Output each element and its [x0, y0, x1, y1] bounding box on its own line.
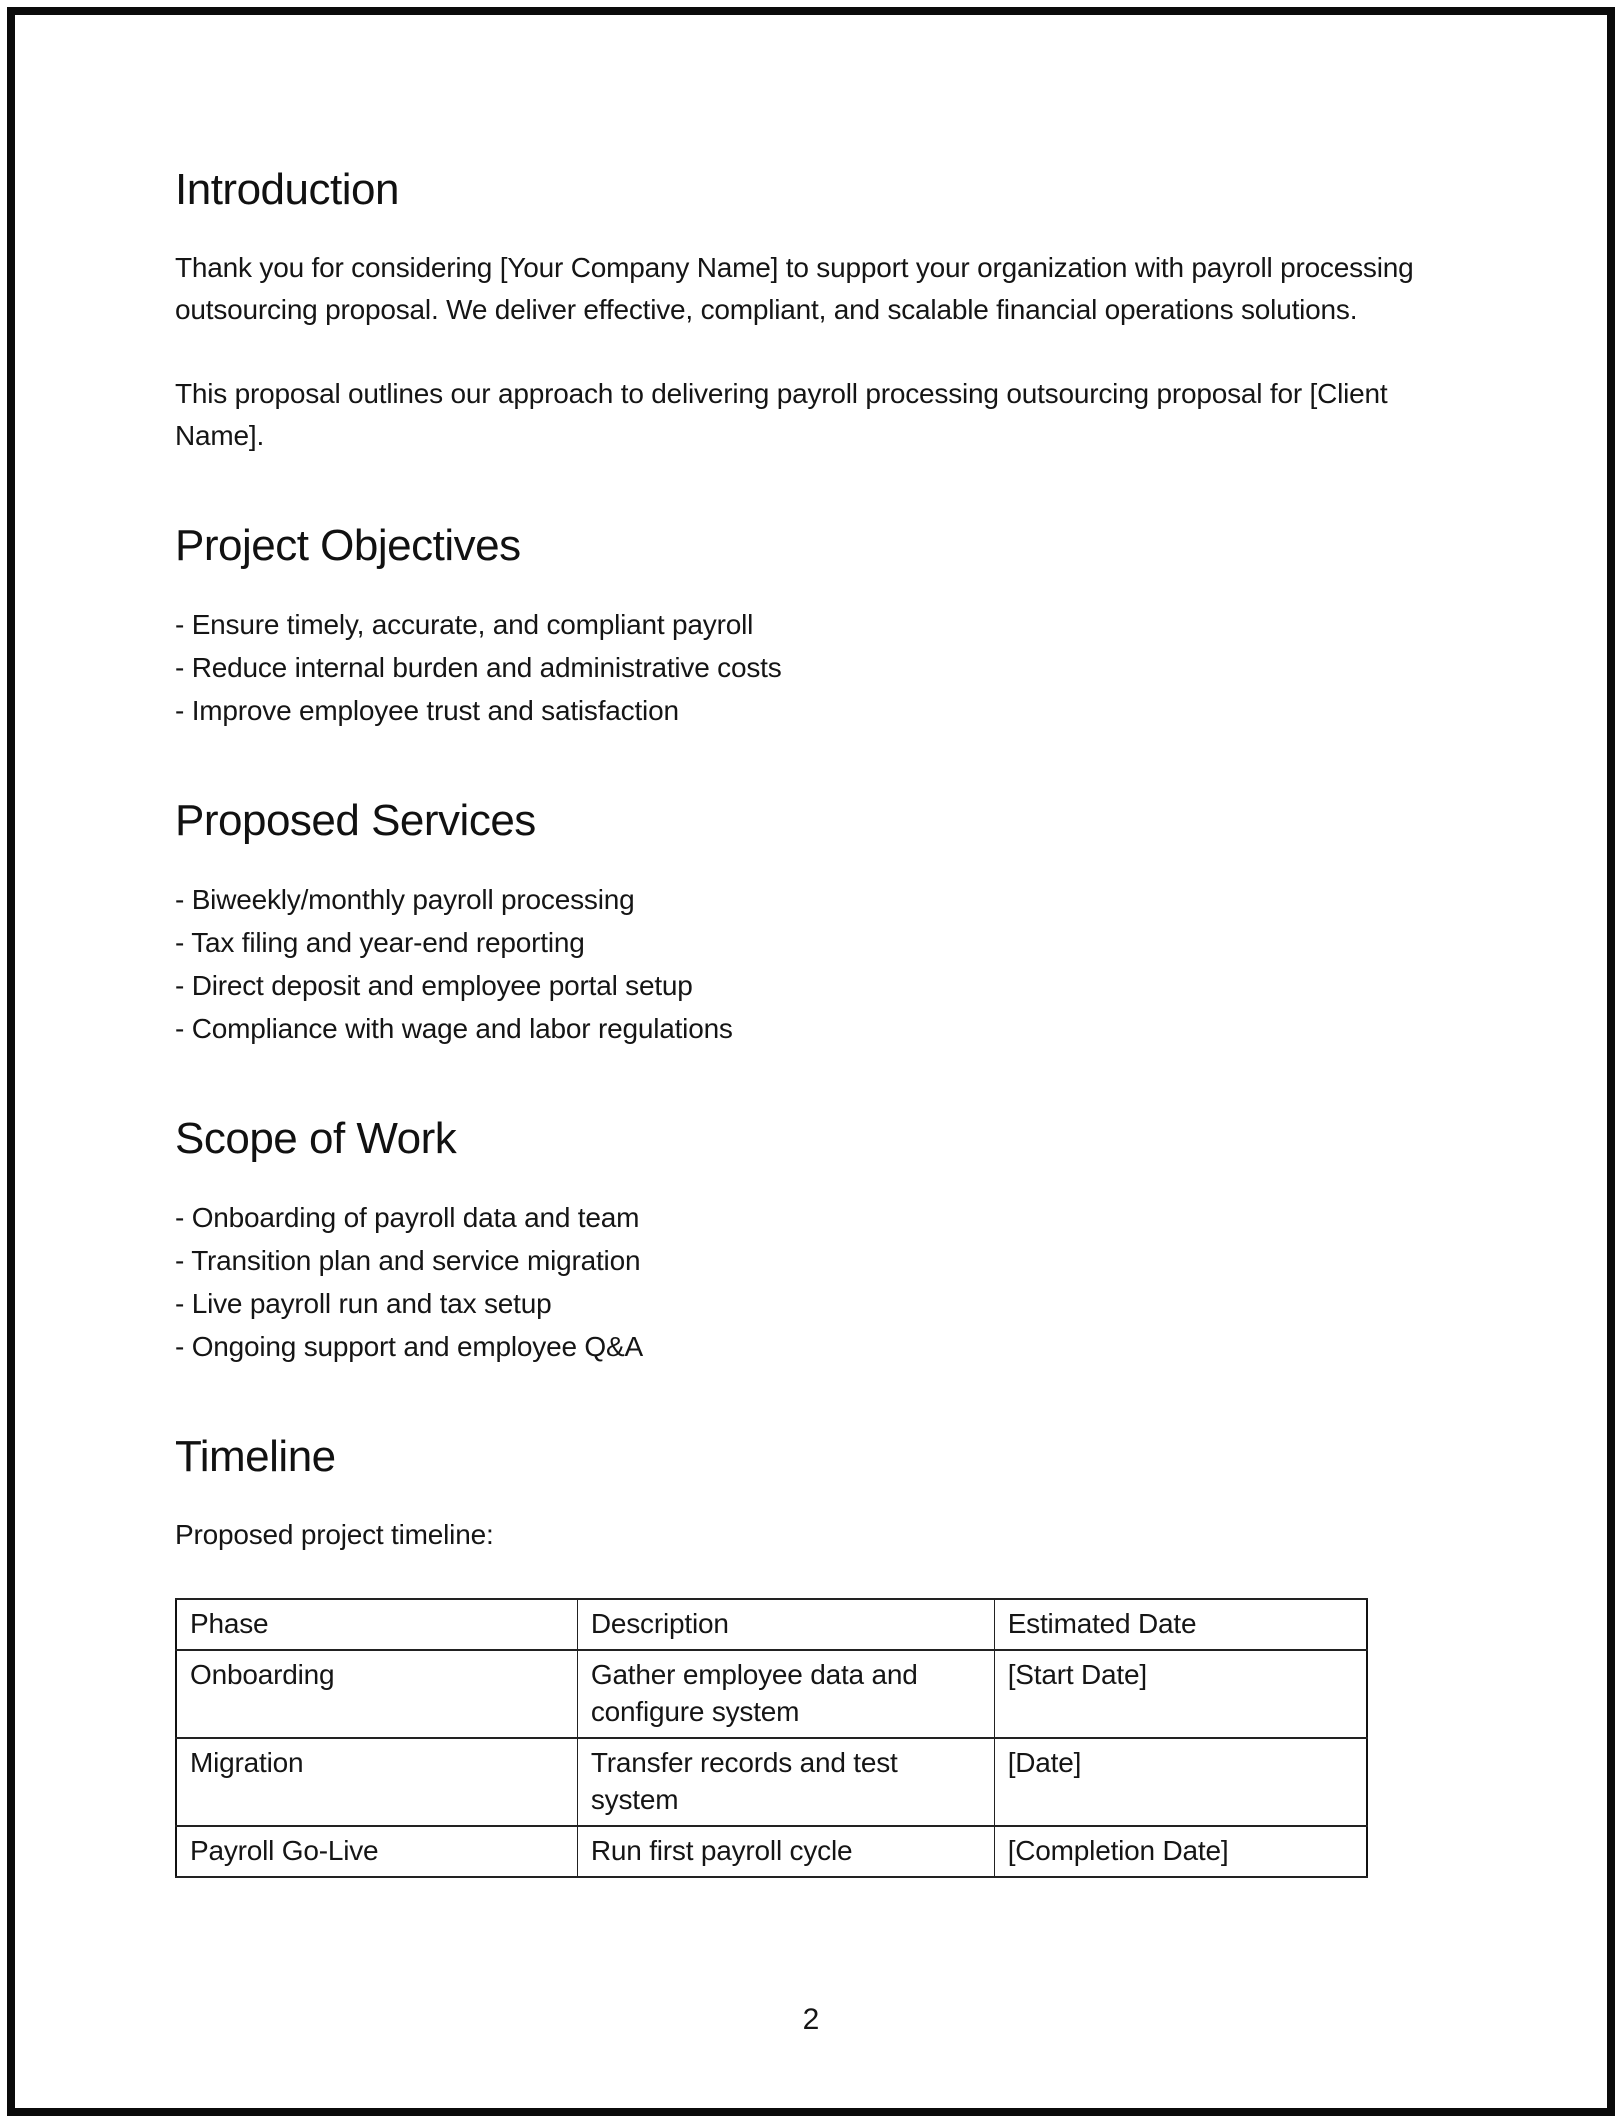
table-cell-description: Gather employee data and configure system: [577, 1650, 994, 1738]
table-header-phase: Phase: [176, 1599, 577, 1650]
list-item: - Onboarding of payroll data and team: [175, 1202, 640, 1233]
heading-timeline: Timeline: [175, 1432, 336, 1481]
intro-paragraph-1: Thank you for considering [Your Company Name] to support your organization with payroll processing outsourcing proposal. We deliver effective, compliant, and scalable financial operations solutions.: [175, 252, 1414, 325]
timeline-intro-paragraph: Proposed project timeline:: [175, 1519, 494, 1550]
list-item: - Biweekly/monthly payroll processing: [175, 884, 635, 915]
page-content: [15, 15, 1607, 2108]
table-row: [176, 1650, 1367, 1738]
list-item: - Improve employee trust and satisfaction: [175, 695, 679, 726]
table-cell-phase: Payroll Go-Live: [176, 1826, 577, 1877]
timeline-table: [175, 1598, 1368, 1878]
table-cell-date: [Start Date]: [994, 1650, 1367, 1738]
scope-of-work-list: [175, 1196, 1457, 1368]
list-item: - Ongoing support and employee Q&A: [175, 1331, 643, 1362]
list-item: - Ensure timely, accurate, and compliant payroll: [175, 609, 754, 640]
table-cell-phase: Migration: [176, 1738, 577, 1826]
list-item: - Reduce internal burden and administrative costs: [175, 652, 782, 683]
heading-introduction: Introduction: [175, 165, 399, 214]
list-item: - Tax filing and year-end reporting: [175, 927, 585, 958]
project-objectives-list: [175, 603, 1457, 732]
page-number: 2: [802, 2003, 820, 2036]
table-row: [176, 1738, 1367, 1826]
list-item: - Direct deposit and employee portal setup: [175, 970, 693, 1001]
list-item: - Compliance with wage and labor regulations: [175, 1013, 733, 1044]
table-cell-date: [Date]: [994, 1738, 1367, 1826]
proposed-services-list: [175, 878, 1457, 1050]
table-cell-description: Run first payroll cycle: [577, 1826, 994, 1877]
table-cell-description: Transfer records and test system: [577, 1738, 994, 1826]
heading-scope-of-work: Scope of Work: [175, 1114, 457, 1163]
heading-project-objectives: Project Objectives: [175, 521, 521, 570]
intro-paragraph-2: This proposal outlines our approach to delivering payroll processing outsourcing proposal for [Client Name].: [175, 378, 1388, 451]
list-item: - Live payroll run and tax setup: [175, 1288, 552, 1319]
table-header-row: [176, 1599, 1367, 1650]
table-cell-phase: Onboarding: [176, 1650, 577, 1738]
table-cell-date: [Completion Date]: [994, 1826, 1367, 1877]
heading-proposed-services: Proposed Services: [175, 796, 536, 845]
table-header-estimated-date: Estimated Date: [994, 1599, 1367, 1650]
table-row: [176, 1826, 1367, 1877]
page-border-frame: [7, 7, 1615, 2116]
list-item: - Transition plan and service migration: [175, 1245, 641, 1276]
table-header-description: Description: [577, 1599, 994, 1650]
